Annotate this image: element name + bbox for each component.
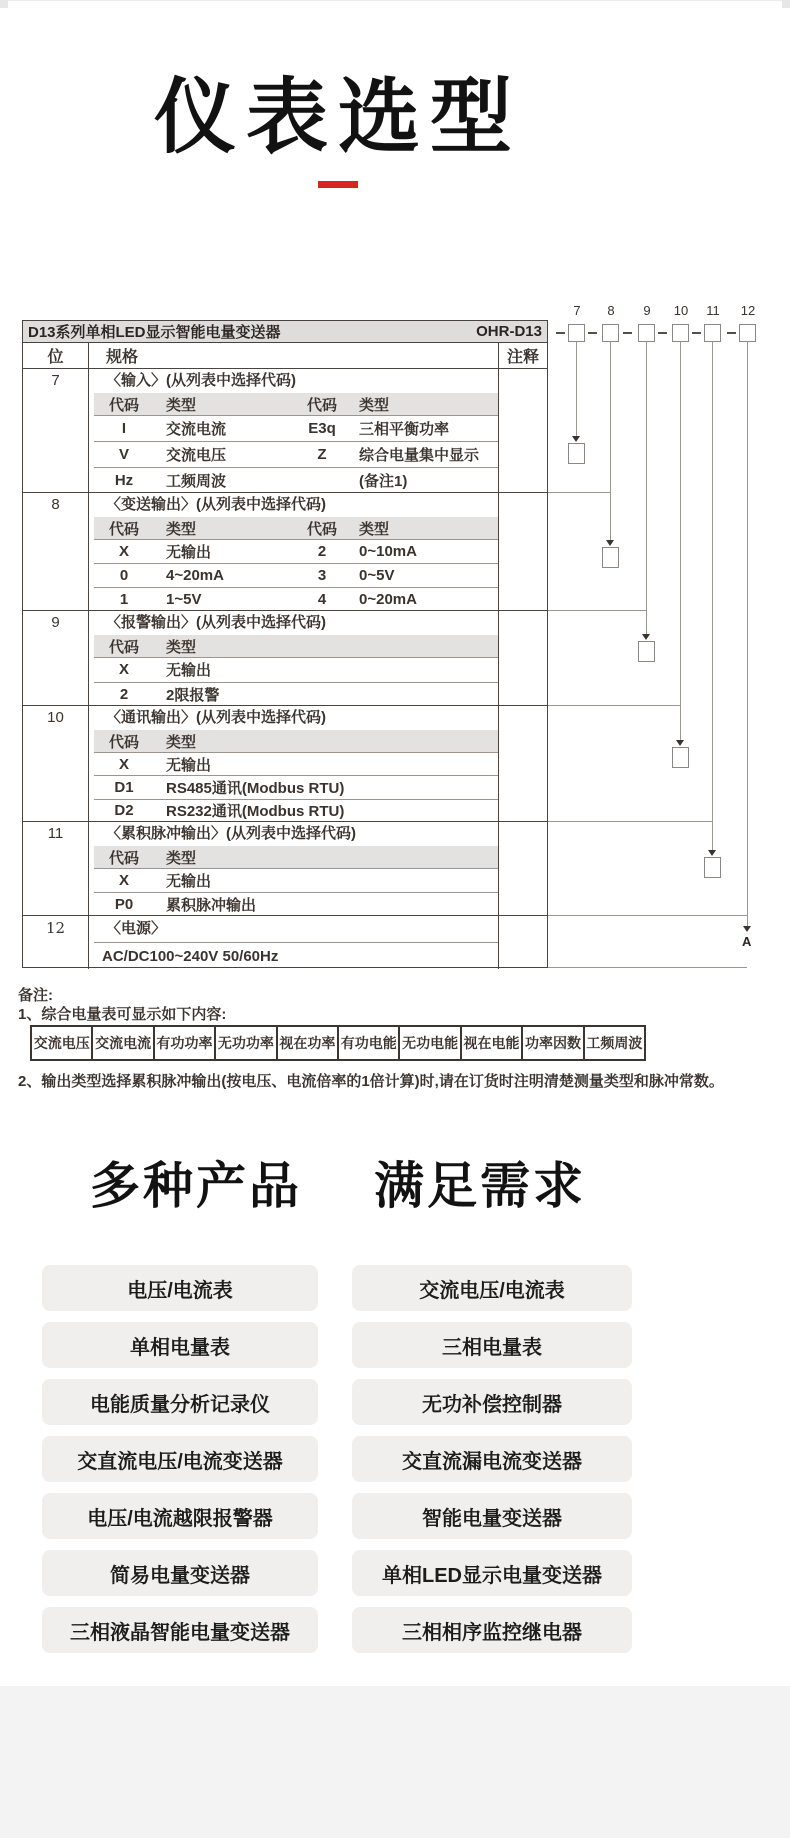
section-connector-12 <box>548 915 747 916</box>
page-title: 仪表选型 <box>153 72 522 163</box>
section-title: 〈累积脉冲输出〉(从列表中选择代码) <box>106 825 356 842</box>
code-cell: X <box>118 872 129 889</box>
display-item: 工频周波 <box>586 1035 643 1051</box>
type-header: 类型 <box>166 849 197 867</box>
product-button[interactable]: 智能电量变送器 <box>352 1493 632 1539</box>
note-cell <box>498 611 547 705</box>
type-cell: 综合电量集中显示 <box>359 447 480 464</box>
product-button[interactable]: 电压/电流表 <box>42 1265 318 1311</box>
type-header: 类型 <box>359 396 390 414</box>
type-cell: 工频周波 <box>166 473 227 490</box>
code-dash <box>692 332 701 334</box>
note-2: 2、输出类型选择累积脉冲输出(按电压、电流倍率的1倍计算)时,请在订货时注明清楚测量类型和脉冲常数。 <box>18 1073 724 1090</box>
section-title: 〈电源〉 <box>106 920 167 937</box>
code-cell: P0 <box>114 896 134 913</box>
type-cell: 0~5V <box>359 567 395 584</box>
display-item: 无功功率 <box>216 1027 277 1059</box>
type-cell: RS232通讯(Modbus RTU) <box>166 803 345 821</box>
target-box-9 <box>638 641 655 662</box>
products-heading-left: 多种产品 <box>90 1158 302 1214</box>
code-type-header <box>94 635 498 657</box>
display-item: 视在功率 <box>278 1027 339 1059</box>
type-header: 类型 <box>359 520 390 538</box>
note-1: 1、综合电量表可显示如下内容: <box>18 1006 227 1023</box>
product-button[interactable]: 交流电压/电流表 <box>352 1265 632 1311</box>
type-cell: (备注1) <box>359 473 408 490</box>
code-dash <box>556 332 565 334</box>
type-cell: 1~5V <box>166 591 202 608</box>
type-cell: 无输出 <box>166 873 212 890</box>
spec-section-11 <box>23 822 547 916</box>
type-cell: 0~10mA <box>359 543 417 560</box>
type-cell: 三相平衡功率 <box>359 421 450 438</box>
code-dash <box>623 332 632 334</box>
products-heading-right: 满足需求 <box>374 1158 586 1214</box>
code-cell: E3q <box>308 420 336 437</box>
type-cell: 2限报警 <box>166 686 220 704</box>
type-cell: 无输出 <box>166 544 212 561</box>
type-cell: 0~20mA <box>359 591 417 608</box>
product-button[interactable]: 三相液晶智能电量变送器 <box>42 1607 318 1653</box>
leader-line-7 <box>576 341 577 436</box>
code-header: 代码 <box>108 396 139 414</box>
section-pos: 7 <box>23 369 89 492</box>
code-header: 代码 <box>306 396 337 414</box>
spec-table <box>22 320 548 968</box>
spec-row <box>94 775 498 798</box>
corner-tick-right <box>782 0 790 8</box>
leader-line-8 <box>610 341 611 540</box>
type-cell: 交流电流 <box>166 421 227 438</box>
type-cell: RS485通讯(Modbus RTU) <box>166 780 345 798</box>
section-connector-10 <box>548 705 680 706</box>
notes-label: 备注: <box>18 987 53 1004</box>
position-digit-10: 10 <box>673 303 689 318</box>
arrow-down-icon <box>743 926 751 932</box>
code-box-10 <box>672 324 689 342</box>
section-title: 〈通讯输出〉(从列表中选择代码) <box>106 709 326 726</box>
code-type-header <box>94 846 498 868</box>
spec-row <box>94 415 498 441</box>
section-pos: 9 <box>23 611 89 705</box>
model-code: OHR-D13 <box>476 323 542 340</box>
section-pos: 11 <box>23 822 89 915</box>
code-dash <box>658 332 667 334</box>
code-cell: Z <box>317 446 327 463</box>
products-heading <box>0 1146 676 1218</box>
corner-tick-left <box>0 0 8 8</box>
note-cell <box>498 706 547 821</box>
type-cell: 无输出 <box>166 756 212 774</box>
leader-line-12 <box>747 341 748 926</box>
section-title: 〈报警输出〉(从列表中选择代码) <box>106 614 326 631</box>
col-header-pos: 位 <box>23 343 89 368</box>
product-button[interactable]: 简易电量变送器 <box>42 1550 318 1596</box>
position-digit-9: 9 <box>643 303 651 318</box>
product-button[interactable]: 三相电量表 <box>352 1322 632 1368</box>
display-item: 有功电能 <box>339 1027 400 1059</box>
code-box-11 <box>704 324 721 342</box>
target-box-7 <box>568 443 585 464</box>
code-header: 代码 <box>108 520 139 538</box>
code-header: 代码 <box>306 520 337 538</box>
section-connector-9 <box>548 610 646 611</box>
code-dash <box>727 332 736 334</box>
arrow-down-icon <box>606 540 614 546</box>
note-cell <box>498 493 547 610</box>
code-box-8 <box>602 324 619 342</box>
power-code-label: A <box>742 934 752 949</box>
section-pos: 10 <box>23 706 89 821</box>
position-digit-12: 12 <box>740 303 756 318</box>
col-header-note: 注释 <box>498 343 547 368</box>
type-cell: 无输出 <box>166 662 212 680</box>
footer-background <box>0 1686 790 1838</box>
code-box-12 <box>739 324 756 342</box>
spec-row <box>94 441 498 467</box>
product-button[interactable]: 单相电量表 <box>42 1322 318 1368</box>
note-cell <box>498 916 547 969</box>
spec-row <box>94 587 498 611</box>
code-cell: 2 <box>317 543 327 560</box>
position-digit-11: 11 <box>706 303 720 318</box>
spec-row <box>94 539 498 563</box>
type-header: 类型 <box>166 733 197 751</box>
code-cell: 4 <box>317 591 327 608</box>
code-cell: X <box>118 543 129 560</box>
section-connector-11 <box>548 821 712 822</box>
product-button[interactable]: 无功补偿控制器 <box>352 1379 632 1425</box>
display-items-table <box>30 1025 646 1061</box>
target-box-10 <box>672 747 689 768</box>
spec-row <box>94 657 498 682</box>
spec-row <box>94 892 498 916</box>
spec-row <box>94 467 498 493</box>
code-box-9 <box>638 324 655 342</box>
spec-row <box>94 868 498 892</box>
spec-section-9 <box>23 611 547 706</box>
position-digit-8: 8 <box>607 303 615 318</box>
code-type-header <box>94 517 498 539</box>
table-bottom-extension <box>548 967 747 968</box>
code-cell: 0 <box>119 567 129 584</box>
target-box-8 <box>602 547 619 568</box>
product-button[interactable]: 交直流漏电流变送器 <box>352 1436 632 1482</box>
code-cell: V <box>118 446 129 463</box>
type-cell: 4~20mA <box>166 567 224 584</box>
note-cell <box>498 369 547 492</box>
display-item: 交流电流 <box>93 1027 154 1059</box>
code-cell: D1 <box>114 779 134 797</box>
type-header: 类型 <box>166 520 197 538</box>
code-type-header <box>94 730 498 752</box>
col-header-spec: 规格 <box>106 349 139 366</box>
leader-line-9 <box>646 341 647 634</box>
product-button[interactable]: 交直流电压/电流变送器 <box>42 1436 318 1482</box>
code-cell: 1 <box>119 591 129 608</box>
code-cell: 2 <box>119 685 129 703</box>
title-accent-bar <box>318 181 358 188</box>
code-cell: D2 <box>114 802 134 820</box>
display-item: 视在电能 <box>462 1027 523 1059</box>
spec-table-title-bar <box>23 321 547 343</box>
section-pos: 12 <box>23 916 89 969</box>
spec-section-10 <box>23 706 547 822</box>
display-item: 无功电能 <box>400 1027 461 1059</box>
product-button[interactable]: 单相LED显示电量变送器 <box>352 1550 632 1596</box>
spec-section-7 <box>23 369 547 493</box>
section-pos: 8 <box>23 493 89 610</box>
code-cell: X <box>118 755 129 773</box>
target-box-11 <box>704 857 721 878</box>
product-button[interactable]: 电压/电流越限报警器 <box>42 1493 318 1539</box>
code-cell: Hz <box>114 472 134 489</box>
code-header: 代码 <box>108 733 139 751</box>
note-cell <box>498 822 547 915</box>
leader-line-10 <box>680 341 681 740</box>
code-cell: I <box>121 420 127 437</box>
type-cell: 交流电压 <box>166 447 227 464</box>
spec-section-12 <box>23 916 547 969</box>
section-title: 〈变送输出〉(从列表中选择代码) <box>106 496 326 513</box>
arrow-down-icon <box>676 740 684 746</box>
arrow-down-icon <box>572 436 580 442</box>
position-digit-7: 7 <box>573 303 581 318</box>
type-cell: 累积脉冲输出 <box>166 897 257 914</box>
code-box-7 <box>568 324 585 342</box>
product-button[interactable]: 电能质量分析记录仪 <box>42 1379 318 1425</box>
section-connector-8 <box>548 492 610 493</box>
section-title: 〈输入〉(从列表中选择代码) <box>106 372 296 389</box>
spec-row <box>94 799 498 822</box>
spec-row <box>94 752 498 775</box>
code-type-header <box>94 393 498 415</box>
leader-line-11 <box>712 341 713 850</box>
code-cell: X <box>118 661 129 679</box>
display-item: 交流电压 <box>32 1027 93 1059</box>
code-dash <box>588 332 597 334</box>
arrow-down-icon <box>708 850 716 856</box>
top-border <box>0 0 790 1</box>
display-item: 功率因数 <box>523 1027 584 1059</box>
type-header: 类型 <box>166 396 197 414</box>
code-header: 代码 <box>108 638 139 656</box>
spec-table-title: D13系列单相LED显示智能电量变送器 <box>28 324 281 341</box>
code-header: 代码 <box>108 849 139 867</box>
spec-table-header-row <box>23 343 547 369</box>
code-cell: 3 <box>317 567 327 584</box>
spec-row <box>94 563 498 587</box>
product-button[interactable]: 三相相序监控继电器 <box>352 1607 632 1653</box>
display-item: 有功功率 <box>155 1027 216 1059</box>
power-spec-value: AC/DC100~240V 50/60Hz <box>94 942 498 969</box>
arrow-down-icon <box>642 634 650 640</box>
spec-section-8 <box>23 493 547 611</box>
spec-row <box>94 682 498 707</box>
type-header: 类型 <box>166 638 197 656</box>
